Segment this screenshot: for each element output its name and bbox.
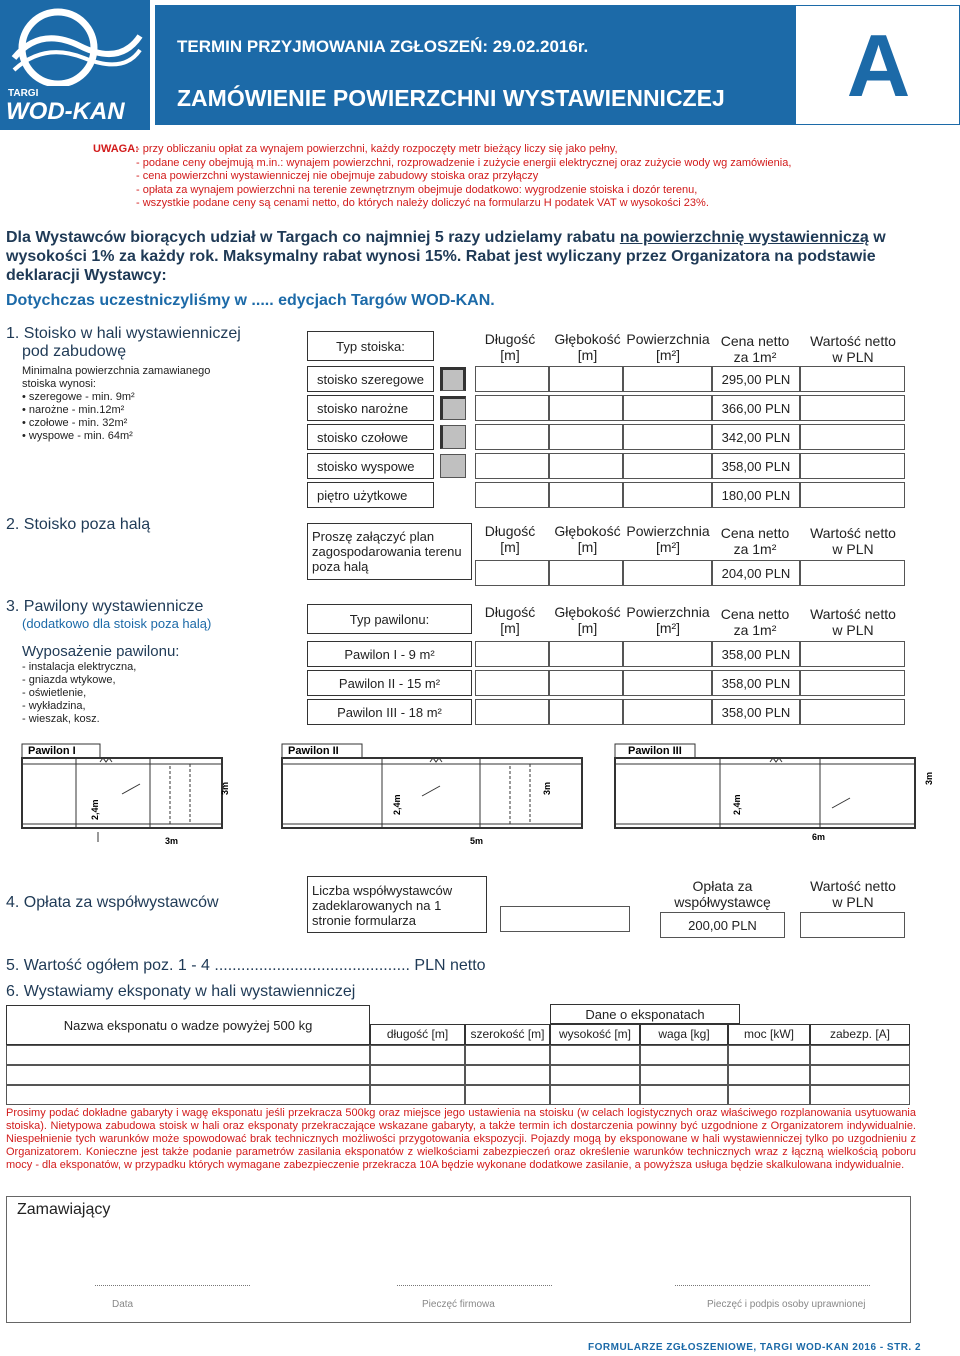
value-input[interactable] bbox=[800, 424, 905, 450]
discount-part1: Dla Wystawców biorących udział w Targach co najmniej 5 razy udzielamy rabatu bbox=[6, 229, 620, 246]
stand-head-icon bbox=[440, 425, 466, 449]
area-input[interactable] bbox=[623, 424, 712, 450]
equipment-title: Wyposażenie pawilonu: bbox=[22, 643, 180, 660]
header-value: Wartość netto w PLN bbox=[810, 333, 896, 365]
section1-title-line2: pod zabudowę bbox=[22, 343, 127, 360]
area-input[interactable] bbox=[623, 670, 712, 696]
pavilion-1-depth: 2,4m bbox=[90, 799, 100, 820]
unit-price: 342,00 PLN bbox=[712, 424, 800, 450]
value-input[interactable] bbox=[800, 482, 905, 508]
stand-row-label: stoisko wyspowe bbox=[307, 453, 434, 479]
exhibit-value-input[interactable] bbox=[550, 1045, 640, 1065]
form-letter: A bbox=[846, 16, 911, 115]
exhibit-value-input[interactable] bbox=[640, 1085, 728, 1105]
header-area: Powierzchnia [m²] bbox=[626, 604, 710, 636]
pavilion-2-name: Pawilon II bbox=[288, 745, 339, 757]
pavilion-1-height: 3m bbox=[220, 781, 230, 795]
value-input[interactable] bbox=[800, 395, 905, 421]
length-input[interactable] bbox=[475, 424, 549, 450]
section1-title bbox=[6, 325, 241, 361]
pavilion-3-width: 6m bbox=[812, 832, 826, 842]
length-input[interactable] bbox=[475, 453, 549, 479]
stamp-line[interactable] bbox=[397, 1285, 552, 1286]
length-input[interactable] bbox=[475, 699, 549, 725]
area-input[interactable] bbox=[623, 395, 712, 421]
header-price: Cena netto za 1m² bbox=[720, 606, 790, 638]
exhibit-value-input[interactable] bbox=[370, 1085, 465, 1105]
header-depth: Głębokość [m] bbox=[554, 331, 621, 363]
min-item: • szeregowe - min. 9m² bbox=[22, 391, 135, 403]
logo-text-bottom: WOD-KAN bbox=[6, 98, 125, 125]
logo-text-top: TARGI bbox=[8, 88, 39, 99]
stand-row-label: stoisko narożne bbox=[307, 395, 434, 421]
pavilion-1-drawing bbox=[22, 744, 230, 846]
exhibit-warning: Prosimy podać dokładne gabaryty i wagę eksponatu jeśli przekracza 500kg oraz miejsce jego ustawienia na stoisku (w celach logistycznych oraz właściwego rozplanowania usytuowania stoiska). Nietypowa zabudowa stoisk w hali oraz eksponaty przekraczające wskazane gabaryty, a także termin ich dostarczenia powinny być uzgodnione z Organizatorem indywidualnie. Niespełnienie tych warunków może spowodować brak technicznych możliwości przygotowania ekspozycji. Pojazdy mogą by eksponowane w hali wystawienniczej tylko po uzgodnieniu z Organizatorem. Konieczne jest także podanie parametrów zasilania eksponatów z wielkościami zabezpieczeń oraz określenie warunków technicznych wraz z łączną wielkością poboru mocy - dla eksponatów, w przypadku których wymagane zabezpieczenie przekracza 10A będzie wykonane dodatkowe zasilanie, a powyższa usługa będzie skalkulowana indywidualnie. bbox=[6, 1107, 916, 1171]
sign-label: Pieczęć i podpis osoby uprawnionej bbox=[707, 1299, 866, 1310]
note-line: - podane ceny obejmują m.in.: wynajem powierzchni, rozprowadzenie i zużycie energii elektrycznej oraz zużycie wody wg zamówienia, bbox=[136, 156, 792, 169]
exhibit-value-input[interactable] bbox=[465, 1065, 550, 1085]
exhibit-value-input[interactable] bbox=[728, 1045, 810, 1065]
section5-total[interactable]: 5. Wartość ogółem poz. 1 - 4 ............................................ PLN netto bbox=[6, 957, 486, 974]
pavilion-3-depth: 2,4m bbox=[732, 794, 742, 815]
equip-item: - gniazda wtykowe, bbox=[22, 674, 116, 686]
discount-part2: w wysokości 1% za każdy rok. Maksymalny rabat wynosi 15%. Rabat jest wyliczany przez Organizatora na podstawie deklaracji Wystawcy: bbox=[6, 229, 886, 284]
min-item: • czołowe - min. 32m² bbox=[22, 417, 128, 429]
depth-input[interactable] bbox=[549, 395, 623, 421]
pavilion-row-label: Pawilon II - 15 m² bbox=[307, 670, 472, 696]
depth-input[interactable] bbox=[549, 560, 623, 586]
participation-field[interactable]: Dotychczas uczestniczyliśmy w ..... edycjach Targów WOD-KAN. bbox=[6, 292, 495, 309]
signature-box[interactable] bbox=[6, 1196, 911, 1323]
coexhibitor-value-input[interactable] bbox=[800, 912, 905, 938]
area-input[interactable] bbox=[623, 641, 712, 667]
value-input[interactable] bbox=[800, 366, 905, 392]
area-input[interactable] bbox=[623, 366, 712, 392]
depth-input[interactable] bbox=[549, 453, 623, 479]
depth-input[interactable] bbox=[549, 482, 623, 508]
header-length: Długość [m] bbox=[484, 604, 536, 636]
min-item: • wyspowe - min. 64m² bbox=[22, 430, 133, 442]
section1-title-line1: 1. Stoisko w hali wystawienniczej bbox=[6, 325, 241, 342]
exhibit-value-input[interactable] bbox=[728, 1065, 810, 1085]
depth-input[interactable] bbox=[549, 699, 623, 725]
unit-price: 295,00 PLN bbox=[712, 366, 800, 392]
length-input[interactable] bbox=[475, 670, 549, 696]
deadline-text: TERMIN PRZYJMOWANIA ZGŁOSZEŃ: 29.02.2016r. bbox=[177, 37, 589, 56]
exhibit-value-input[interactable] bbox=[640, 1065, 728, 1085]
notes-label: UWAGA: bbox=[93, 143, 139, 155]
sign-line[interactable] bbox=[675, 1285, 870, 1286]
note-line: - wszystkie podane ceny są cenami netto, do których należy doliczyć na formularzu H podatek VAT w wysokości 23%. bbox=[136, 197, 709, 209]
exhibit-col-header: długość [m] bbox=[370, 1024, 465, 1045]
header-value: Wartość netto w PLN bbox=[810, 525, 896, 557]
depth-input[interactable] bbox=[549, 670, 623, 696]
exhibit-col-header: szerokość [m] bbox=[465, 1024, 550, 1045]
exhibit-name-header: Nazwa eksponatu o wadze powyżej 500 kg bbox=[6, 1005, 370, 1045]
header-area: Powierzchnia [m²] bbox=[626, 331, 710, 363]
fee-header: Opłata za współwystawcę bbox=[674, 878, 771, 910]
exhibit-value-input[interactable] bbox=[550, 1085, 640, 1105]
length-input[interactable] bbox=[475, 395, 549, 421]
header-price: Cena netto za 1m² bbox=[720, 333, 790, 365]
date-label: Data bbox=[112, 1299, 134, 1310]
pavilion-2-depth: 2,4m bbox=[392, 794, 402, 815]
equip-item: - wieszak, kosz. bbox=[22, 713, 100, 725]
length-input[interactable] bbox=[475, 560, 549, 586]
min-item: • narożne - min.12m² bbox=[22, 404, 125, 416]
section6-title: 6. Wystawiamy eksponaty w hali wystawienniczej bbox=[6, 983, 356, 1000]
length-input[interactable] bbox=[475, 482, 549, 508]
exhibit-value-input[interactable] bbox=[810, 1085, 910, 1105]
header-value: Wartość netto w PLN bbox=[810, 606, 896, 638]
form-letter-box bbox=[795, 5, 960, 125]
equip-item: - wykładzina, bbox=[22, 700, 86, 712]
header-price: Cena netto za 1m² bbox=[720, 525, 790, 557]
section3-title: 3. Pawilony wystawiennicze bbox=[6, 598, 204, 615]
equipment-list bbox=[22, 661, 136, 726]
stand-corner-icon bbox=[440, 396, 466, 420]
exhibit-value-input[interactable] bbox=[550, 1065, 640, 1085]
value-input[interactable] bbox=[800, 670, 905, 696]
stand-inline-icon bbox=[440, 367, 466, 391]
unit-price: 358,00 PLN bbox=[712, 699, 800, 725]
value-input[interactable] bbox=[800, 699, 905, 725]
section2-title: 2. Stoisko poza halą bbox=[6, 516, 151, 533]
exhibit-value-input[interactable] bbox=[810, 1045, 910, 1065]
area-input[interactable] bbox=[623, 453, 712, 479]
area-input[interactable] bbox=[623, 699, 712, 725]
header-length: Długość [m] bbox=[484, 523, 536, 555]
exhibit-col-header: moc [kW] bbox=[728, 1024, 810, 1045]
exhibit-name-input[interactable] bbox=[6, 1065, 370, 1085]
pavilion-3-name: Pawilon III bbox=[628, 745, 682, 757]
header-length: Długość [m] bbox=[484, 331, 536, 363]
stand-type-header: Typ stoiska: bbox=[307, 331, 434, 361]
pavilion-row-label: Pawilon I - 9 m² bbox=[307, 641, 472, 667]
unit-price: 366,00 PLN bbox=[712, 395, 800, 421]
exhibit-value-input[interactable] bbox=[465, 1085, 550, 1105]
header-depth: Głębokość [m] bbox=[554, 523, 621, 555]
pavilion-2-height: 3m bbox=[542, 781, 552, 795]
coexhibitor-count-input[interactable] bbox=[500, 906, 630, 932]
discount-underlined: na powierzchnię wystawienniczą bbox=[619, 229, 869, 246]
area-input[interactable] bbox=[623, 560, 712, 586]
coexhibitor-count-label: Liczba współwystawców zadeklarowanych na 1 stronie formularza bbox=[307, 876, 487, 933]
notes-list bbox=[136, 143, 956, 211]
stamp-label: Pieczęć firmowa bbox=[422, 1299, 495, 1310]
date-line[interactable] bbox=[95, 1285, 250, 1286]
depth-input[interactable] bbox=[549, 366, 623, 392]
exhibit-name-input[interactable] bbox=[6, 1085, 370, 1105]
value-input[interactable] bbox=[800, 560, 905, 586]
unit-price: 180,00 PLN bbox=[712, 482, 800, 508]
exhibit-value-input[interactable] bbox=[465, 1045, 550, 1065]
page-title: ZAMÓWIENIE POWIERZCHNI WYSTAWIENNICZEJ bbox=[177, 85, 725, 111]
pavilion-drawings bbox=[20, 740, 950, 850]
coexhibitor-fee: 200,00 PLN bbox=[660, 912, 785, 938]
note-line: - cena powierzchni wystawienniczej nie obejmuje zabudowy stoiska oraz przyłączy bbox=[136, 170, 539, 182]
exhibit-value-input[interactable] bbox=[370, 1065, 465, 1085]
value-input[interactable] bbox=[800, 453, 905, 479]
depth-input[interactable] bbox=[549, 641, 623, 667]
pavilion-3-height: 3m bbox=[924, 771, 934, 785]
pavilion-type-header: Typ pawilonu: bbox=[307, 604, 472, 634]
coexhibitor-value-header: Wartość netto w PLN bbox=[810, 878, 896, 910]
area-input[interactable] bbox=[623, 482, 712, 508]
pavilion-row-label: Pawilon III - 18 m² bbox=[307, 699, 472, 725]
value-input[interactable] bbox=[800, 641, 905, 667]
stand-row-label: stoisko czołowe bbox=[307, 424, 434, 450]
note-line: - opłata za wynajem powierzchni na terenie zewnętrznym obejmuje dodatkowo: wygrodzenie stoiska i dozór terenu, bbox=[136, 183, 698, 196]
depth-input[interactable] bbox=[549, 424, 623, 450]
section3-subtitle: (dodatkowo dla stoisk poza halą) bbox=[22, 616, 212, 631]
exhibit-data-header: Dane o eksponatach bbox=[550, 1004, 740, 1024]
footer-text: FORMULARZE ZGŁOSZENIOWE, TARGI WOD-KAN 2016 - STR. 2 bbox=[588, 1342, 922, 1353]
discount-text bbox=[6, 228, 946, 285]
pavilion-1-name: Pawilon I bbox=[28, 745, 76, 757]
exhibit-value-input[interactable] bbox=[728, 1085, 810, 1105]
pavilion-3-drawing bbox=[615, 744, 934, 842]
unit-price: 358,00 PLN bbox=[712, 453, 800, 479]
section1-minimum bbox=[22, 365, 242, 443]
exhibit-col-header: waga [kg] bbox=[640, 1024, 728, 1045]
stand-row-label: stoisko szeregowe bbox=[307, 366, 434, 392]
equip-item: - instalacja elektryczna, bbox=[22, 661, 137, 673]
length-input[interactable] bbox=[475, 366, 549, 392]
exhibit-value-input[interactable] bbox=[640, 1045, 728, 1065]
stand-row-label: piętro użytkowe bbox=[307, 482, 434, 508]
section4-title: 4. Opłata za współwystawców bbox=[6, 894, 219, 911]
header-banner bbox=[155, 5, 960, 125]
exhibit-value-input[interactable] bbox=[370, 1045, 465, 1065]
unit-price: 358,00 PLN bbox=[712, 670, 800, 696]
pavilion-2-drawing bbox=[282, 744, 582, 846]
min-intro: Minimalna powierzchnia zamawianego stoiska wynosi: bbox=[22, 365, 211, 390]
logo bbox=[0, 0, 150, 130]
outdoor-plan-note: Proszę załączyć plan zagospodarowania terenu poza halą bbox=[307, 523, 472, 580]
note-line: - przy obliczaniu opłat za wynajem powierzchni, każdy rozpoczęty metr bieżący liczy się jako pełny, bbox=[136, 143, 618, 155]
equip-item: - oświetlenie, bbox=[22, 687, 87, 699]
exhibit-col-header: zabezp. [A] bbox=[810, 1024, 910, 1045]
logo-waves-icon bbox=[0, 6, 150, 86]
header-area: Powierzchnia [m²] bbox=[626, 523, 710, 555]
stand-island-icon bbox=[440, 454, 466, 478]
unit-price: 358,00 PLN bbox=[712, 641, 800, 667]
exhibit-name-input[interactable] bbox=[6, 1045, 370, 1065]
signature-title: Zamawiający bbox=[17, 1201, 111, 1218]
pavilion-2-width: 5m bbox=[470, 836, 484, 846]
unit-price: 204,00 PLN bbox=[712, 560, 800, 586]
length-input[interactable] bbox=[475, 641, 549, 667]
pavilion-1-width: 3m bbox=[165, 836, 179, 846]
exhibit-col-header: wysokość [m] bbox=[550, 1024, 640, 1045]
exhibit-value-input[interactable] bbox=[810, 1065, 910, 1085]
header-depth: Głębokość [m] bbox=[554, 604, 621, 636]
